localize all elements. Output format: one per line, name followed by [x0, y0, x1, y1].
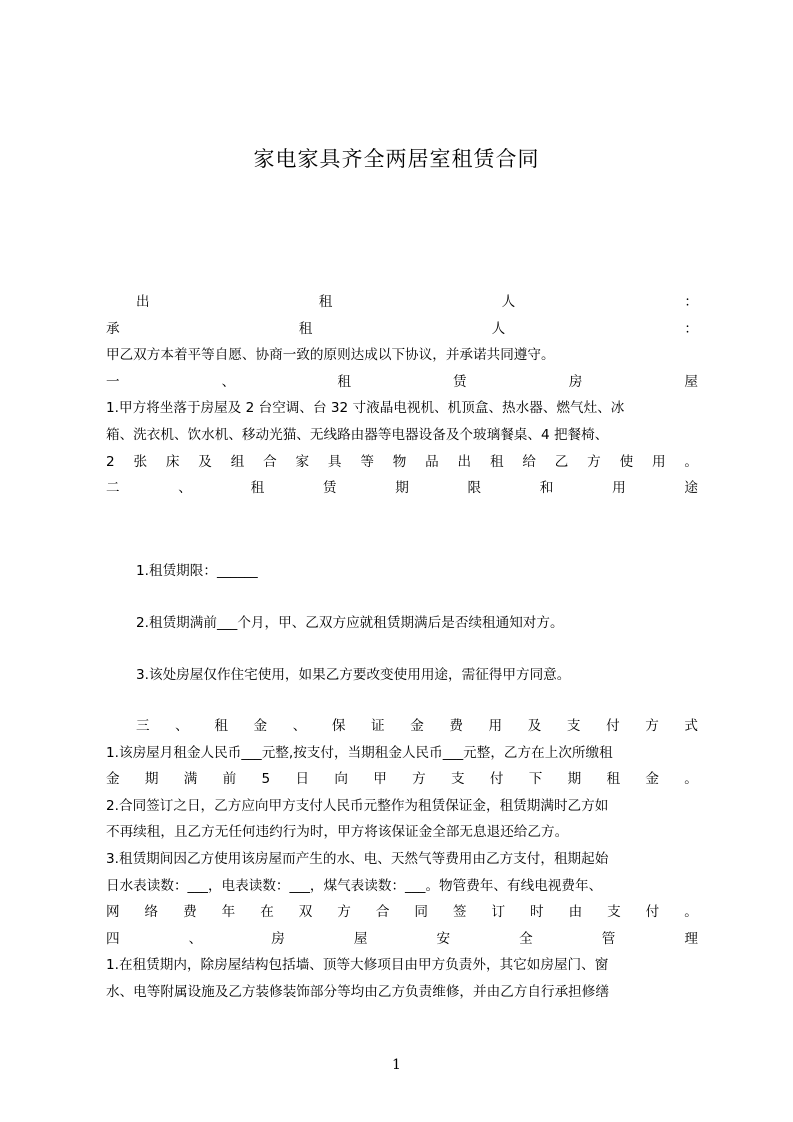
justified-char: 房	[271, 930, 285, 947]
justified-char: 管	[601, 930, 616, 947]
deposit-line-2: 不再续租，且乙方无任何违约行为时，甲方将该保证金全部无息退还给乙方。	[106, 824, 569, 841]
justified-char: 金	[410, 718, 424, 734]
justified-char: 租	[250, 480, 265, 497]
justified-char: 付	[645, 904, 660, 921]
justified-char: 5	[261, 771, 271, 788]
justified-char: 理	[684, 930, 698, 947]
justified-char: 期	[144, 771, 159, 788]
justified-char: 租	[214, 718, 228, 734]
justified-char: 时	[530, 904, 544, 921]
justified-char: 租	[606, 771, 621, 788]
justified-char: 用	[612, 480, 626, 497]
rent-line-1: 1.该房屋月租金人民币___元整,按支付，当期租金人民币___元整，乙方在上次所缴租	[106, 744, 613, 761]
justified-char: 方	[412, 771, 426, 788]
fees-line-1: 3.租赁期间因乙方使用该房屋而产生的水、电、天然气等费用由乙方支付，租期起始	[106, 850, 609, 867]
justified-char: 年	[221, 904, 236, 921]
justified-char: 式	[684, 718, 698, 734]
justified-char: 金	[645, 771, 659, 788]
intro-paragraph: 甲乙双方本着平等自愿、协商一致的原则达成以下协议，并承诺共同遵守。	[106, 347, 555, 364]
justified-char: 四	[106, 930, 120, 947]
justified-char: 乙	[554, 453, 569, 470]
justified-char: 向	[334, 771, 348, 788]
justified-char: 支	[566, 718, 581, 734]
lease-term-2: 2.租赁期满前___个月，甲、乙双方应就租赁期满后是否续租通知对方。	[136, 615, 564, 631]
justified-char: 合	[375, 904, 390, 921]
justified-char: 家	[295, 453, 310, 470]
justified-char: 途	[684, 480, 698, 497]
justified-char: 由	[568, 904, 583, 921]
justified-char: 付	[606, 718, 620, 734]
justified-char: 方	[587, 453, 601, 470]
fees-line-3	[106, 899, 698, 926]
contract-block-parties-and-property	[106, 289, 698, 502]
justified-char: 日	[295, 771, 310, 788]
justified-char: 、	[188, 930, 203, 947]
justified-char: 品	[425, 453, 439, 470]
rent-line-2	[106, 766, 698, 793]
safety-line-2: 水、电等附属设施及乙方装修装饰部分等均由乙方负责维修，并由乙方自行承担修缮	[106, 983, 609, 1000]
justified-char: 组	[230, 453, 245, 470]
justified-char: 签	[452, 904, 467, 921]
item-1-line-3	[106, 449, 698, 476]
justified-char: 张	[133, 453, 148, 470]
justified-char: 下	[528, 771, 543, 788]
fees-line-2: 日水表读数：___，电表读数：___，煤气表读数：___。物管费年、有线电视费年、	[106, 877, 603, 894]
justified-char: 和	[539, 480, 554, 497]
justified-char: 等	[360, 453, 374, 470]
section-heading-1	[106, 369, 698, 396]
justified-char: 双	[298, 904, 313, 921]
justified-char: 租	[337, 373, 351, 390]
justified-char: 方	[645, 718, 659, 734]
justified-char: 金	[106, 771, 120, 788]
justified-char: 用	[488, 718, 503, 734]
justified-char: 保	[331, 718, 346, 734]
justified-char: 人	[501, 294, 516, 310]
section-heading-2	[106, 475, 698, 502]
contract-block-rent-and-safety	[106, 713, 698, 1006]
justified-char: 出	[457, 453, 472, 470]
justified-char: 用	[651, 453, 666, 470]
justified-char: 络	[144, 904, 159, 921]
justified-char: 甲	[373, 771, 387, 788]
justified-char: 同	[414, 904, 428, 921]
justified-char: 金	[253, 718, 268, 734]
justified-char: 人	[491, 320, 506, 337]
justified-char: 费	[449, 718, 463, 734]
justified-char: 网	[106, 904, 120, 921]
justified-char: 赁	[453, 373, 467, 390]
justified-char: 。	[684, 904, 698, 921]
justified-char: 及	[198, 453, 212, 470]
party-a-line	[106, 289, 698, 316]
justified-char: 二	[106, 480, 120, 497]
justified-char: 赁	[322, 480, 337, 497]
justified-char: 使	[619, 453, 634, 470]
document-title: 家电家具齐全两居室租赁合同	[253, 147, 540, 171]
justified-char: 、	[292, 718, 307, 734]
justified-char: 出	[136, 294, 150, 310]
justified-char: 在	[260, 904, 274, 921]
justified-char: ：	[684, 320, 698, 337]
justified-char: 安	[436, 930, 451, 947]
justified-char: 支	[607, 904, 621, 921]
justified-char: 订	[491, 904, 506, 921]
section-heading-3	[106, 713, 698, 740]
justified-char: 床	[165, 453, 180, 470]
justified-char: 承	[106, 320, 120, 337]
justified-char: 屋	[684, 373, 698, 390]
deposit-line-1: 2.合同签订之日，乙方应向甲方支付人民币元整作为租赁保证金，租赁期满时乙方如	[106, 797, 609, 814]
justified-char: 2	[106, 453, 115, 470]
justified-char: 限	[467, 480, 482, 497]
justified-char: 证	[371, 718, 385, 734]
justified-char: 三	[136, 718, 150, 734]
justified-char: 付	[489, 771, 504, 788]
justified-char: 期	[567, 771, 582, 788]
justified-char: 屋	[353, 930, 368, 947]
justified-char: 租	[298, 320, 313, 337]
justified-char: 方	[337, 904, 351, 921]
justified-char: 支	[450, 771, 465, 788]
section-heading-4	[106, 926, 698, 953]
justified-char: 租	[318, 294, 333, 310]
lease-term-1: 1.租赁期限：______	[136, 563, 258, 579]
party-b-line	[106, 316, 698, 343]
justified-char: 一	[106, 373, 120, 390]
safety-line-1: 1.在租赁期内，除房屋结构包括墙、顶等大修项目由甲方负责外，其它如房屋门、窗	[106, 957, 609, 974]
justified-char: 、	[175, 718, 189, 734]
item-1-line-1: 1.甲方将坐落于房屋及 2 台空调、台 32 寸液晶电视机、机顶盒、热水器、燃气灶、冰	[106, 400, 625, 417]
justified-char: 全	[519, 930, 533, 947]
justified-char: 物	[392, 453, 407, 470]
justified-char: 具	[327, 453, 342, 470]
lease-term-3: 3.该处房屋仅作住宅使用，如果乙方要改变使用用途，需征得甲方同意。	[136, 667, 571, 683]
justified-char: 、	[221, 373, 236, 390]
justified-char: ：	[684, 294, 698, 310]
justified-char: 费	[183, 904, 197, 921]
justified-char: 。	[684, 771, 698, 788]
item-1-line-2: 箱、洗衣机、饮水机、移动光猫、无线路由器等电器设备及个玻璃餐桌、4 把餐椅、	[106, 426, 609, 443]
justified-char: 。	[684, 453, 698, 470]
page-number: 1	[392, 1057, 401, 1073]
justified-char: 前	[222, 771, 237, 788]
justified-char: 、	[178, 480, 192, 497]
justified-char: 及	[527, 718, 542, 734]
justified-char: 期	[395, 480, 409, 497]
justified-char: 租	[489, 453, 504, 470]
justified-char: 给	[522, 453, 536, 470]
justified-char: 满	[183, 771, 198, 788]
justified-char: 房	[568, 373, 583, 390]
justified-char: 合	[263, 453, 277, 470]
